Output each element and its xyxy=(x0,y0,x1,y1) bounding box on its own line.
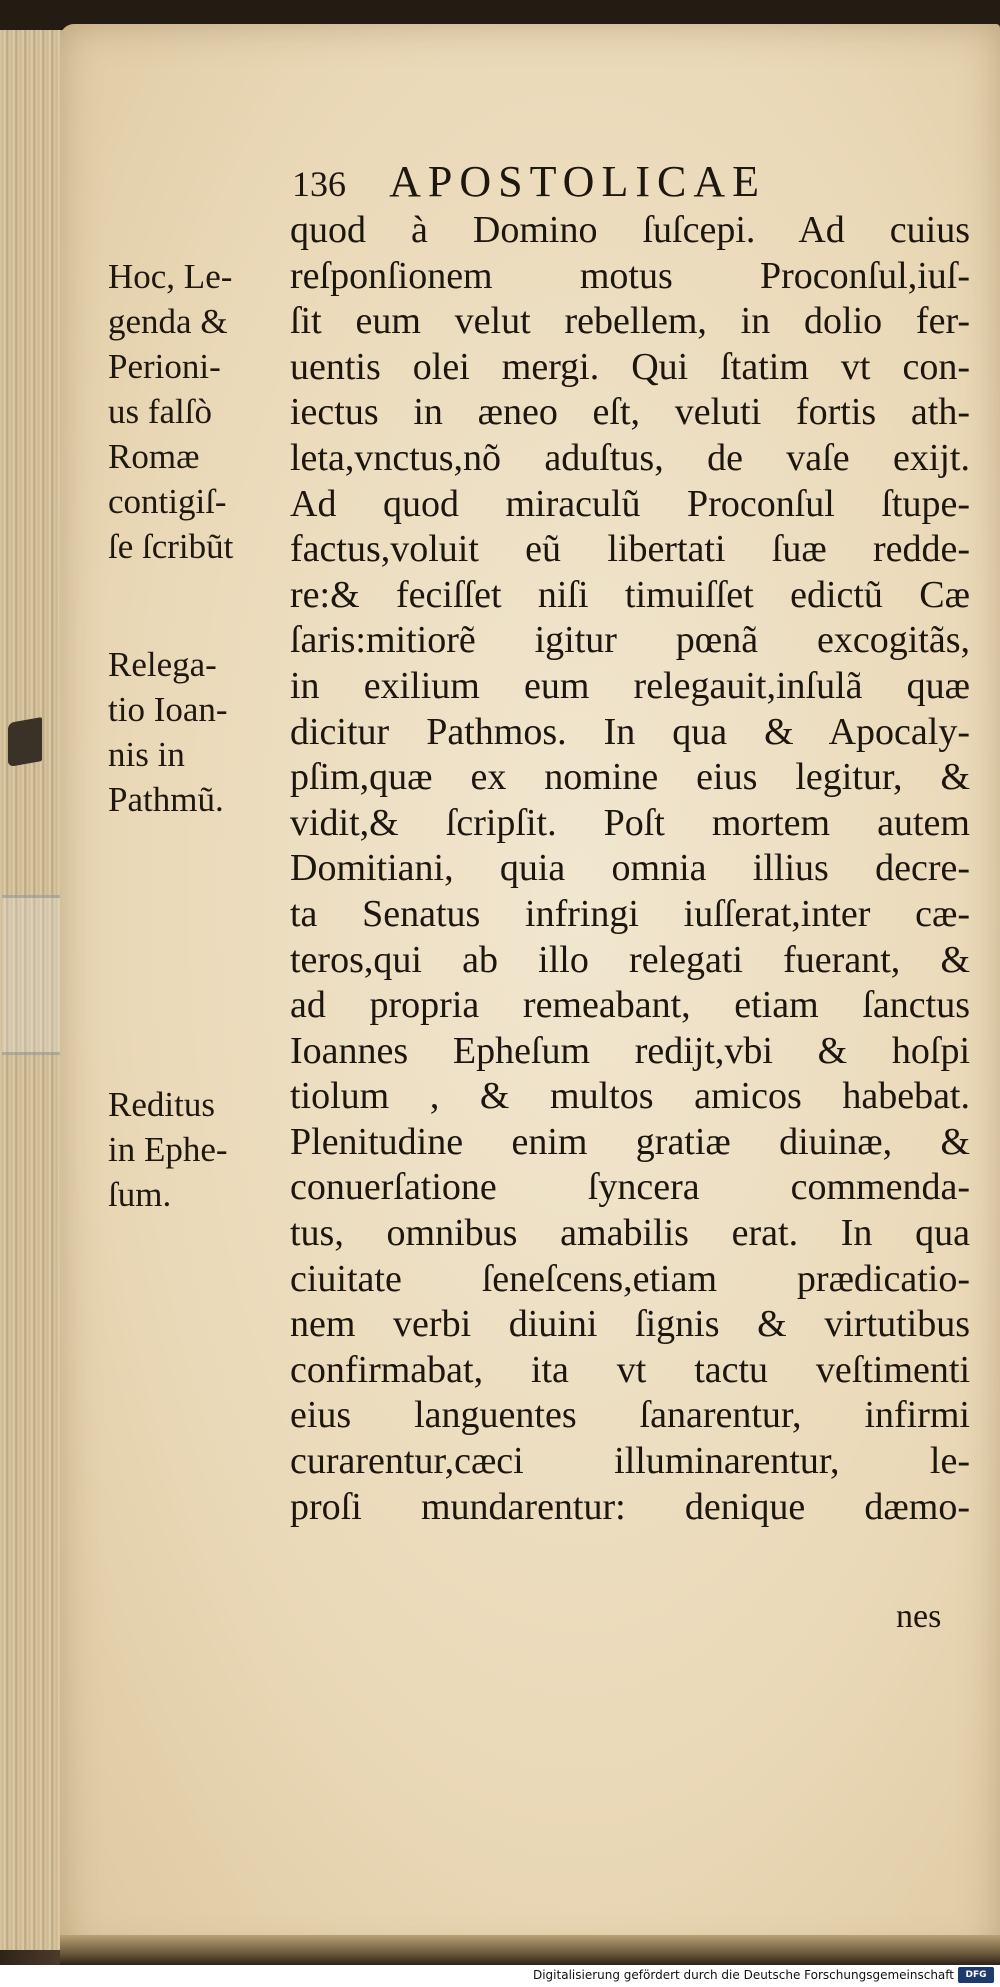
text-line: confirmabat, ita vt tactu veſtimenti xyxy=(290,1348,970,1391)
side-note-line: tio Ioan- xyxy=(108,690,228,729)
page-bottom-edge xyxy=(60,1935,1000,1965)
side-note-line: Reditus xyxy=(108,1085,215,1124)
side-note-line: Relega- xyxy=(108,645,217,684)
side-note-line: Perioni- xyxy=(108,347,221,386)
text-line: uentis olei mergi. Qui ſtatim vt con- xyxy=(290,345,970,388)
text-line: in exilium eum relegauit,inſulã quæ xyxy=(290,664,970,707)
text-line: factus,voluit eũ libertati ſuæ redde- xyxy=(290,528,970,571)
side-note-line: us falſò xyxy=(108,392,213,431)
text-line: tus, omnibus amabilis erat. In qua xyxy=(290,1212,970,1255)
side-note-line: genda & xyxy=(108,302,228,341)
side-note-line: Hoc, Le- xyxy=(108,257,233,296)
text-line: tiolum , & multos amicos habebat. xyxy=(290,1075,970,1118)
side-note-line: ſe ſcribũt xyxy=(108,527,234,566)
running-title: APOSTOLICAE xyxy=(389,157,766,206)
text-line: ſit eum velut rebellem, in dolio fer- xyxy=(290,300,970,343)
text-line: conuerſatione ſyncera commenda- xyxy=(290,1166,970,1209)
text-line: vidit,& ſcripſit. Poſt mortem autem xyxy=(290,801,970,844)
side-note-reditus xyxy=(108,1082,288,1217)
text-line: ad propria remeabant, etiam ſanctus xyxy=(290,984,970,1027)
text-line: re:& feciſſet niſi timuiſſet edictũ Cæ xyxy=(290,573,970,616)
text-line: quod à Domino ſuſcepi. Ad cuius xyxy=(290,209,970,251)
text-line: ta Senatus infringi iuſſerat,inter cæ- xyxy=(290,892,970,935)
text-line: nem verbi diuini ſignis & virtutibus xyxy=(290,1303,970,1346)
dfg-logo: DFG xyxy=(958,1967,994,1983)
text-line: pſim,quæ ex nomine eius legitur, & xyxy=(290,756,970,799)
page-edge-tab xyxy=(8,717,42,767)
side-note-line: in Ephe- xyxy=(108,1130,228,1169)
side-note-legenda xyxy=(108,254,288,569)
text-line: eius languentes ſanarentur, infirmi xyxy=(290,1394,970,1437)
text-line: Domitiani, quia omnia illius decre- xyxy=(290,847,970,890)
catchword: nes xyxy=(896,1598,942,1635)
funding-credit: Digitalisierung gefördert durch die Deutsche Forschungsgemeinschaft xyxy=(532,1968,954,1982)
side-note-line: Romæ xyxy=(108,437,200,476)
body-text xyxy=(290,208,970,1530)
text-line: proſi mundarentur: denique dæmo- xyxy=(290,1485,970,1528)
text-line: Ad quod miraculũ Proconſul ſtupe- xyxy=(290,482,970,525)
text-line: ciuitate ſeneſcens,etiam prædicatio- xyxy=(290,1257,970,1300)
text-line: teros,qui ab illo relegati fuerant, & xyxy=(290,938,970,981)
text-line: ſaris:mitiorẽ igitur pœnã excogitãs, xyxy=(290,619,970,662)
text-line: curarentur,cæci illuminarentur, le- xyxy=(290,1440,970,1483)
text-line: iectus in æneo eſt, veluti fortis ath- xyxy=(290,391,970,434)
text-line: Ioannes Epheſum redijt,vbi & hoſpi xyxy=(290,1029,970,1072)
text-line: leta,vnctus,nõ aduſtus, de vaſe exijt. xyxy=(290,436,970,479)
running-head xyxy=(292,156,766,216)
side-note-relegatio xyxy=(108,642,288,822)
side-note-line: contigiſ- xyxy=(108,482,227,521)
side-note-line: nis in xyxy=(108,735,185,774)
page-number: 136 xyxy=(292,164,346,204)
side-note-line: Pathmũ. xyxy=(108,780,224,819)
text-line: reſponſionem motus Proconſul,iuſ- xyxy=(290,254,970,297)
text-line: dicitur Pathmos. In qua & Apocaly- xyxy=(290,710,970,753)
text-line: Plenitudine enim gratiæ diuinæ, & xyxy=(290,1120,970,1163)
side-note-line: ſum. xyxy=(108,1175,172,1214)
